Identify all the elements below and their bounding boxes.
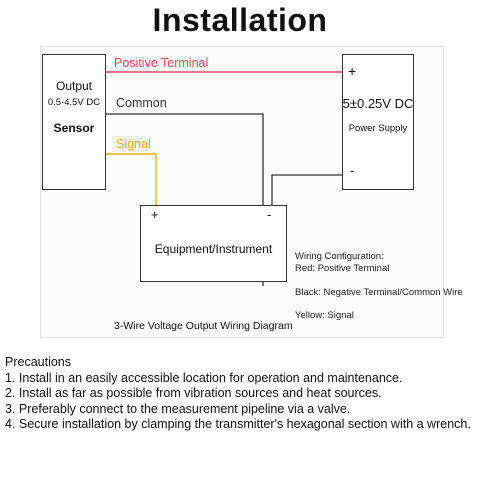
positive-wire-label: Positive Terminal [114, 56, 209, 70]
common-wire-label: Common [116, 96, 167, 110]
precautions-section [5, 355, 475, 433]
precaution-item: 2. Install as far as possible from vibration sources and heat sources. [5, 386, 382, 400]
equipment-plus-terminal: + [151, 207, 159, 222]
signal-wire-label: Signal [116, 137, 151, 151]
precaution-item: 1. Install in an easily accessible location for operation and maintenance. [5, 370, 403, 385]
wiring-config-black: Black: Negative Terminal/Common Wire [295, 287, 463, 298]
negative-wire [272, 175, 342, 205]
power-voltage: 5±0.25V DC [342, 96, 414, 111]
page-title: Installation [152, 2, 328, 38]
precaution-item: 4. Secure installation by clamping the transmitter's hexagonal section with a wrench. [5, 417, 471, 431]
wiring-config-yellow: Yellow: Signal [295, 310, 354, 321]
precautions-heading: Precautions [5, 355, 72, 369]
power-supply-name: Power Supply [348, 123, 408, 134]
wiring-config-red: Red: Positive Terminal [295, 263, 390, 274]
signal-wire [106, 154, 156, 205]
power-minus-terminal: - [350, 163, 355, 178]
power-plus-terminal: + [348, 63, 357, 79]
equipment-name: Equipment/Instrument [154, 242, 273, 256]
sensor-output-label: Output [55, 79, 93, 93]
precaution-item: 3. Preferably connect to the measurement pipeline via a valve. [5, 401, 351, 416]
equipment-minus-terminal: - [267, 207, 272, 222]
wiring-config-heading: Wiring Configuration: [295, 251, 384, 262]
diagram-caption: 3-Wire Voltage Output Wiring Diagram [114, 320, 293, 332]
sensor-name: Sensor [53, 121, 95, 135]
sensor-range: 0.5-4.5V DC [47, 97, 101, 108]
